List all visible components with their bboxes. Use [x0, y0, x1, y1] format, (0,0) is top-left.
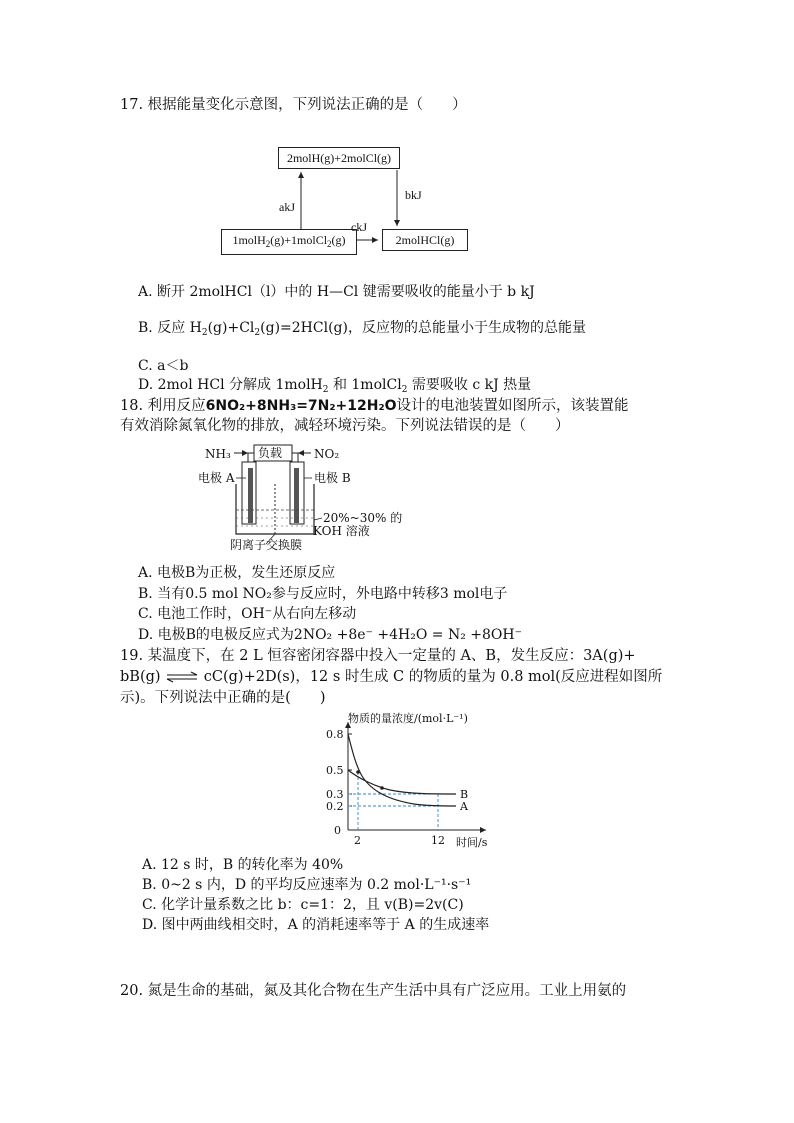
ytick-0.8: 0.8	[326, 728, 344, 741]
q20-stem: 20. 氮是生命的基础，氮及其化合物在生产生活中具有广泛应用。工业上用氨的	[120, 983, 627, 999]
q17-option-c: C. a＜b	[138, 358, 189, 374]
q19-chart	[318, 712, 498, 850]
label-nh3: NH₃	[205, 447, 231, 461]
q18-option-a: A. 电极B为正极，发生还原反应	[138, 565, 336, 581]
ytick-0.2: 0.2	[326, 800, 344, 813]
xtick-12: 12	[431, 834, 445, 847]
label-akj: akJ	[279, 200, 295, 214]
label-ckj: ckJ	[351, 220, 367, 234]
q17-top-box: 2molH(g)+2molCl(g)	[278, 147, 400, 169]
q17-arrows	[215, 140, 475, 260]
label-no2: NO₂	[314, 447, 340, 461]
point-t2	[356, 770, 360, 774]
q18-option-d: D. 电极B的电极反应式为2NO₂ +8e⁻ +4H₂O = N₂ +8OH⁻	[138, 627, 522, 643]
curve-b-label: B	[460, 788, 469, 801]
q19-stem-line1: 19. 某温度下，在 2 L 恒容密闭容器中投入一定量的 A、B，发生反应：3A(g)+	[120, 648, 636, 664]
q17-right-box: 2molHCl(g)	[382, 229, 468, 251]
label-koh-2: KOH 溶液	[313, 524, 370, 538]
label-load: 负载	[258, 446, 283, 460]
curve-b	[348, 770, 456, 794]
q19-stem-line3: 示)。下列说法中正确的是( )	[120, 690, 326, 706]
curve-a-label: A	[460, 800, 468, 813]
q19-option-d: D. 图中两曲线相交时，A 的消耗速率等于 A 的生成速率	[142, 917, 490, 933]
q18-option-c: C. 电池工作时，OH⁻从右向左移动	[138, 606, 357, 622]
q18-option-b: B. 当有0.5 mol NO₂参与反应时，外电路中转移3 mol电子	[138, 586, 508, 602]
q17-option-d: D. 2mol HCl 分解成 1molH$_2$ 和 1molCl$_2$ 需要吸收 c kJ 热量	[138, 377, 532, 395]
ytick-0.5: 0.5	[326, 764, 344, 777]
xtick-2: 2	[354, 834, 361, 847]
label-electrode-b: 电极 B	[314, 471, 351, 485]
q18-battery-diagram	[196, 440, 406, 555]
q18-stem-line1: 18. 利用反应6NO₂+8NH₃=7N₂+12H₂O设计的电池装置如图所示，该装置能	[120, 398, 629, 414]
electrode-a	[248, 468, 253, 523]
label-bkj: bkJ	[405, 188, 422, 202]
label-electrode-a: 电极 A	[198, 471, 235, 485]
q18-stem-line2: 有效消除氮氧化物的排放，减轻环境污染。下列说法错误的是（ ）	[120, 418, 570, 434]
ytick-0: 0	[334, 824, 341, 837]
q19-option-c: C. 化学计量系数之比 b：c=1：2，且 v(B)=2v(C)	[142, 897, 464, 913]
q18-equation: 6NO₂+8NH₃=7N₂+12H₂O	[205, 398, 397, 414]
y-axis-label: 物质的量浓度/(mol·L⁻¹)	[348, 712, 468, 725]
q19-option-a: A. 12 s 时，B 的转化率为 40%	[142, 857, 344, 873]
q17-energy-diagram	[215, 140, 475, 260]
q17-option-b: B. 反应 $H_2(g)+Cl_2(g)=2HCl(g)$，反应物的总能量小于生成物的总能量	[138, 320, 586, 338]
q17-stem: 17. 根据能量变化示意图，下列说法正确的是（ ）	[120, 97, 467, 113]
ytick-0.3: 0.3	[326, 788, 344, 801]
label-membrane: 阴离子交换膜	[230, 538, 303, 552]
label-koh-1: 20%~30% 的	[323, 511, 403, 525]
electrode-b	[294, 468, 299, 523]
x-axis-label: 时间/s	[456, 836, 488, 849]
equilibrium-arrow-icon	[165, 671, 199, 683]
q17-option-a: A. 断开 2molHCl（l）中的 H—Cl 键需要吸收的能量小于 b kJ	[138, 284, 535, 300]
q17-left-box: 1molH$_2$(g)+1molCl$_2$(g)	[221, 229, 357, 255]
point-intersection	[380, 786, 384, 790]
curve-a	[348, 734, 456, 806]
q19-stem-line2: bB(g) cC(g)+2D(s)，12 s 时生成 C 的物质的量为 0.8 mol(反应进程如图所	[120, 669, 663, 685]
q19-option-b: B. 0~2 s 内，D 的平均反应速率为 0.2 mol·L⁻¹·s⁻¹	[142, 877, 472, 893]
